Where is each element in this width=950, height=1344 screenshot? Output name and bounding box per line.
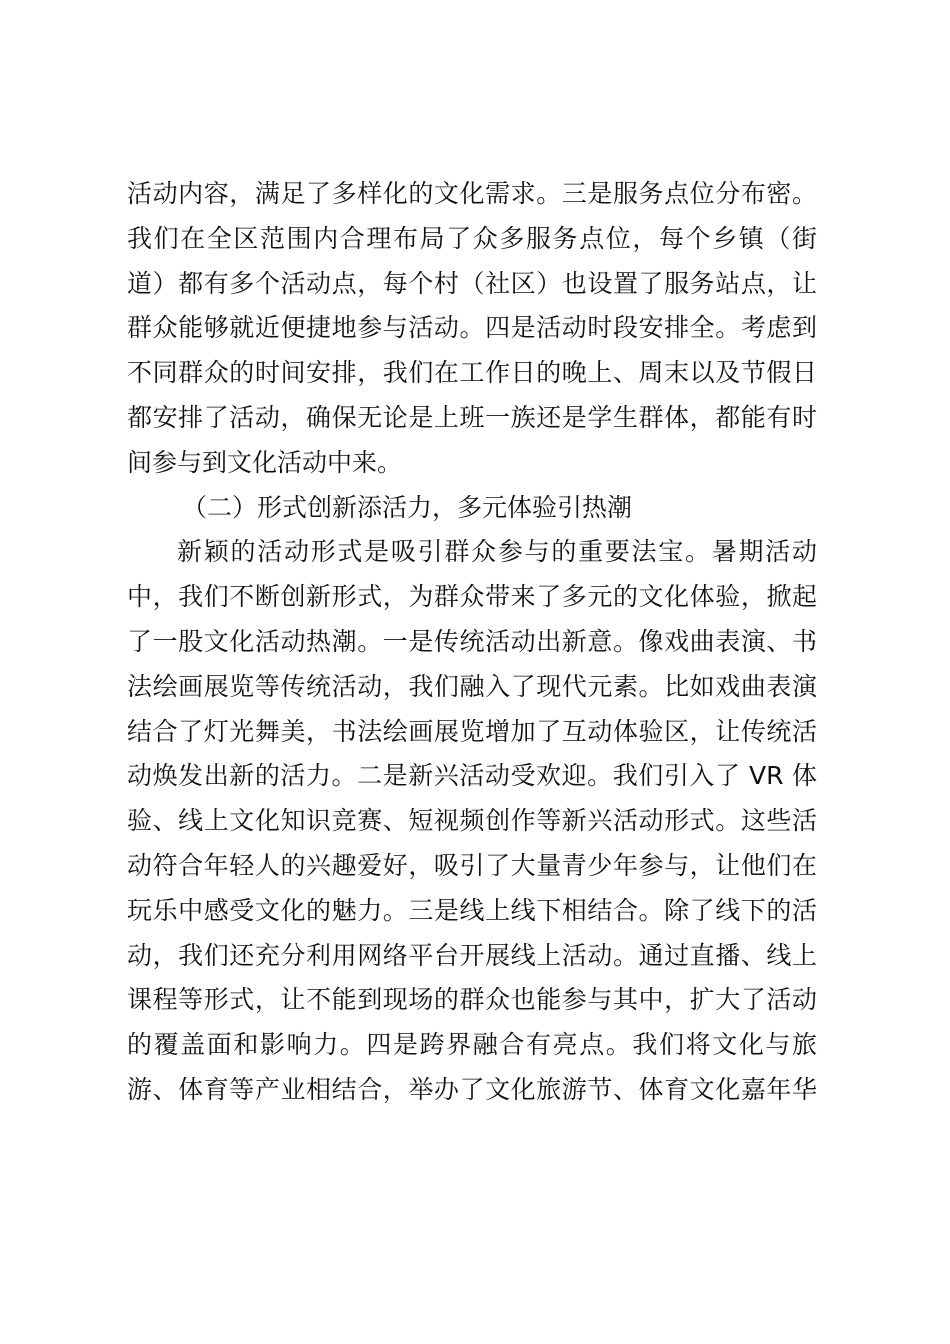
text-line: 的覆盖面和影响力。四是跨界融合有亮点。我们将文化与旅 xyxy=(127,1030,817,1060)
text-line: 我们在全区范围内合理布局了众多服务点位，每个乡镇（街 xyxy=(127,223,817,253)
text-line: 动，我们还充分利用网络平台开展线上活动。通过直播、线上 xyxy=(127,940,817,970)
text-line: 动符合年轻人的兴趣爱好，吸引了大量青少年参与，让他们在 xyxy=(127,850,817,880)
text-line: 动焕发出新的活力。二是新兴活动受欢迎。我们引入了 VR 体 xyxy=(127,761,817,791)
text-line: 中，我们不断创新形式，为群众带来了多元的文化体验，掀起 xyxy=(127,582,817,612)
text-line: 新颖的活动形式是吸引群众参与的重要法宝。暑期活动 xyxy=(177,537,817,567)
text-line: 玩乐中感受文化的魅力。三是线上线下相结合。除了线下的活 xyxy=(127,895,817,925)
text-line: 了一股文化活动热潮。一是传统活动出新意。像戏曲表演、书 xyxy=(127,626,817,656)
text-line: 游、体育等产业相结合，举办了文化旅游节、体育文化嘉年华 xyxy=(127,1074,817,1104)
text-line: 不同群众的时间安排，我们在工作日的晚上、周末以及节假日 xyxy=(127,358,817,388)
text-line: 活动内容，满足了多样化的文化需求。三是服务点位分布密。 xyxy=(127,179,817,208)
text-line: 道）都有多个活动点，每个村（社区）也设置了服务站点，让 xyxy=(127,268,817,298)
paragraph-continuation xyxy=(127,172,817,1113)
text-line: 验、线上文化知识竞赛、短视频创作等新兴活动形式。这些活 xyxy=(127,806,817,836)
text-line: 群众能够就近便捷地参与活动。四是活动时段安排全。考虑到 xyxy=(127,313,817,343)
text-line: 课程等形式，让不能到现场的群众也能参与其中，扩大了活动 xyxy=(127,985,817,1015)
text-line: 结合了灯光舞美，书法绘画展览增加了互动体验区，让传统活 xyxy=(127,716,817,746)
text-line: 法绘画展览等传统活动，我们融入了现代元素。比如戏曲表演 xyxy=(127,671,817,701)
text-line: 间参与到文化活动中来。 xyxy=(127,447,403,477)
section-heading: （二）形式创新添活力，多元体验引热潮 xyxy=(182,492,633,522)
text-line: 都安排了活动，确保无论是上班一族还是学生群体，都能有时 xyxy=(127,402,817,432)
